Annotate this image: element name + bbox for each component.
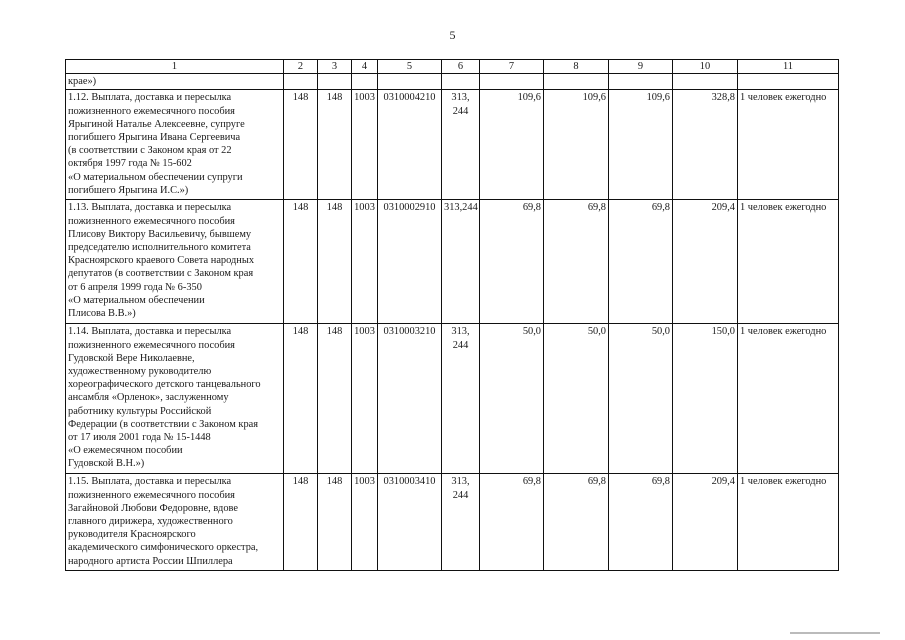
header-cell: 9	[609, 60, 673, 74]
cell-c8: 50,0	[544, 324, 609, 474]
header-cell: 10	[673, 60, 738, 74]
scan-artifact	[790, 632, 880, 634]
cell-c4: 1003	[352, 474, 378, 571]
cell-c10: 150,0	[673, 324, 738, 474]
header-cell: 8	[544, 60, 609, 74]
header-cell: 3	[318, 60, 352, 74]
row-description: 1.12. Выплата, доставка и пересылка пожизненного ежемесячного пособия Ярыгиной Наталье Алексеевне, супруге погибшего Ярыгина Ивана Сергеевича (в соответствии с Законом края от 22 октября 1997 года № 15-602 «О материальном обеспечении супруги погибшего Ярыгина И.С.»)	[66, 90, 284, 200]
cell-c11: 1 человек ежегодно	[738, 474, 839, 571]
page-number: 5	[449, 28, 456, 42]
cell-c6: 313, 244	[442, 90, 480, 200]
cell-c10: 209,4	[673, 474, 738, 571]
cell-c5: 0310002910	[378, 200, 442, 324]
header-cell: 4	[352, 60, 378, 74]
row-description: 1.15. Выплата, доставка и пересылка пожизненного ежемесячного пособия Загайновой Любови Федоровне, вдове главного дирижера, художественного руководителя Красноярского академического симфонического оркестра, народного артиста России Шпиллера	[66, 474, 284, 571]
cell-c11: 1 человек ежегодно	[738, 200, 839, 324]
cell-c6: 313,244	[442, 200, 480, 324]
cell-c11: 1 человек ежегодно	[738, 324, 839, 474]
budget-table	[65, 59, 839, 571]
cell-c4: 1003	[352, 90, 378, 200]
table-row	[66, 324, 839, 474]
header-cell: 1	[66, 60, 284, 74]
cell-c3: 148	[318, 200, 352, 324]
cell-c7: 109,6	[480, 90, 544, 200]
cell-c9: 69,8	[609, 200, 673, 324]
cell-c2: 148	[284, 200, 318, 324]
cell-c8: 69,8	[544, 200, 609, 324]
cell-c7: 69,8	[480, 474, 544, 571]
cell-c4: 1003	[352, 200, 378, 324]
cell-c10: 328,8	[673, 90, 738, 200]
cell-c3: 148	[318, 324, 352, 474]
cell-c9: 109,6	[609, 90, 673, 200]
cell-c10: 209,4	[673, 200, 738, 324]
header-cell: 5	[378, 60, 442, 74]
cell-c5: 0310004210	[378, 90, 442, 200]
cell-c11: 1 человек ежегодно	[738, 90, 839, 200]
cell-c8: 69,8	[544, 474, 609, 571]
cell-c8: 109,6	[544, 90, 609, 200]
table-row	[66, 90, 839, 200]
cell-c7: 50,0	[480, 324, 544, 474]
header-cell: 2	[284, 60, 318, 74]
cell-c9: 50,0	[609, 324, 673, 474]
header-row	[66, 60, 839, 74]
continuation-row	[66, 74, 839, 90]
cell-c9: 69,8	[609, 474, 673, 571]
continuation-text: крае»)	[66, 74, 284, 90]
table-row	[66, 474, 839, 571]
cell-c5: 0310003410	[378, 474, 442, 571]
cell-c2: 148	[284, 474, 318, 571]
header-cell: 7	[480, 60, 544, 74]
cell-c3: 148	[318, 474, 352, 571]
row-description: 1.14. Выплата, доставка и пересылка пожизненного ежемесячного пособия Гудовской Вере Николаевне, художественному руководителю хореографического детского танцевального ансамбля «Орленок», заслуженному работнику культуры Российской Федерации (в соответствии с Законом края от 17 июля 2001 года № 15-1448 «О ежемесячном пособии Гудовской В.Н.»)	[66, 324, 284, 474]
header-cell: 6	[442, 60, 480, 74]
row-description: 1.13. Выплата, доставка и пересылка пожизненного ежемесячного пособия Плисову Виктору Васильевичу, бывшему председателю исполнительного комитета Красноярского краевого Совета народных депутатов (в соответствии с Законом края от 6 апреля 1999 года № 6-350 «О материальном обеспечении Плисова В.В.»)	[66, 200, 284, 324]
cell-c3: 148	[318, 90, 352, 200]
cell-c6: 313, 244	[442, 474, 480, 571]
table-row	[66, 200, 839, 324]
cell-c2: 148	[284, 90, 318, 200]
cell-c6: 313, 244	[442, 324, 480, 474]
cell-c5: 0310003210	[378, 324, 442, 474]
cell-c2: 148	[284, 324, 318, 474]
header-cell: 11	[738, 60, 839, 74]
cell-c4: 1003	[352, 324, 378, 474]
cell-c7: 69,8	[480, 200, 544, 324]
